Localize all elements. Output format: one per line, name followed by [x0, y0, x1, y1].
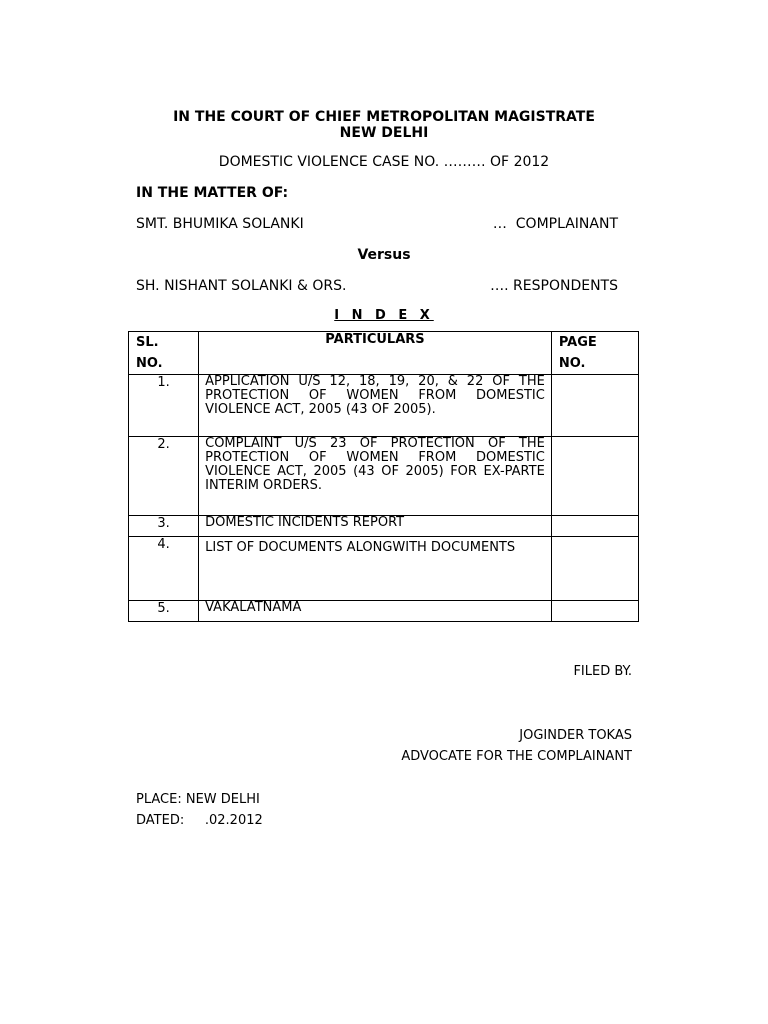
row-page-no: [551, 516, 638, 537]
row-sl-no: 3.: [129, 516, 199, 537]
row-page-no: [551, 601, 638, 622]
table-row: [129, 601, 639, 622]
index-table: [128, 331, 639, 622]
place-line: PLACE: NEW DELHI: [136, 792, 260, 807]
versus-label: Versus: [357, 247, 411, 263]
sl-no-header: [129, 332, 199, 375]
page-header-line-1: PAGE: [558, 335, 597, 350]
row-sl-no: 4.: [129, 537, 199, 601]
advocate-role: ADVOCATE FOR THE COMPLAINANT: [401, 749, 632, 764]
dated-line: DATED: .02.2012: [136, 813, 263, 828]
complainant-name: SMT. BHUMIKA SOLANKI: [136, 216, 304, 232]
sl-header-line-2: NO.: [136, 356, 163, 371]
index-header-row: [129, 332, 639, 375]
row-sl-no: 1.: [129, 375, 199, 437]
row-particulars: COMPLAINT U/S 23 OF PROTECTION OF THE PROTECTION OF WOMEN FROM DOMESTIC VIOLENCE ACT, 2005 (43 OF 2005) FOR EX-PARTE INTERIM ORDERS.: [199, 437, 552, 516]
table-row: [129, 437, 639, 516]
page-header-line-2: NO.: [558, 356, 586, 371]
row-sl-no: 2.: [129, 437, 199, 516]
advocate-name: JOGINDER TOKAS: [519, 728, 632, 743]
case-number: DOMESTIC VIOLENCE CASE NO. ……… OF 2012: [218, 154, 550, 170]
table-row: [129, 537, 639, 601]
court-title-line-2: NEW DELHI: [339, 125, 429, 141]
filed-by: FILED BY.: [573, 664, 632, 679]
row-page-no: [551, 537, 638, 601]
row-page-no: [551, 437, 638, 516]
row-page-no: [551, 375, 638, 437]
court-title: [0, 109, 768, 141]
row-sl-no: 5.: [129, 601, 199, 622]
row-particulars: LIST OF DOCUMENTS ALONGWITH DOCUMENTS: [199, 537, 552, 601]
row-particulars: APPLICATION U/S 12, 18, 19, 20, & 22 OF THE PROTECTION OF WOMEN FROM DOMESTIC VIOLENCE ACT, 2005 (43 OF 2005).: [199, 375, 552, 437]
index-title: I N D E X: [334, 308, 434, 323]
row-particulars: DOMESTIC INCIDENTS REPORT: [199, 516, 552, 537]
particulars-header: PARTICULARS: [199, 332, 552, 375]
page-no-header: [551, 332, 638, 375]
sl-header-line-1: SL.: [136, 335, 159, 350]
table-row: [129, 375, 639, 437]
respondent-role: …. RESPONDENTS: [490, 278, 618, 294]
table-row: [129, 516, 639, 537]
court-title-line-1: IN THE COURT OF CHIEF METROPOLITAN MAGISTRATE: [173, 109, 595, 125]
row-particulars: VAKALATNAMA: [199, 601, 552, 622]
respondent-name: SH. NISHANT SOLANKI & ORS.: [136, 278, 347, 294]
matter-heading: IN THE MATTER OF:: [136, 185, 289, 201]
complainant-role: … COMPLAINANT: [492, 216, 618, 232]
